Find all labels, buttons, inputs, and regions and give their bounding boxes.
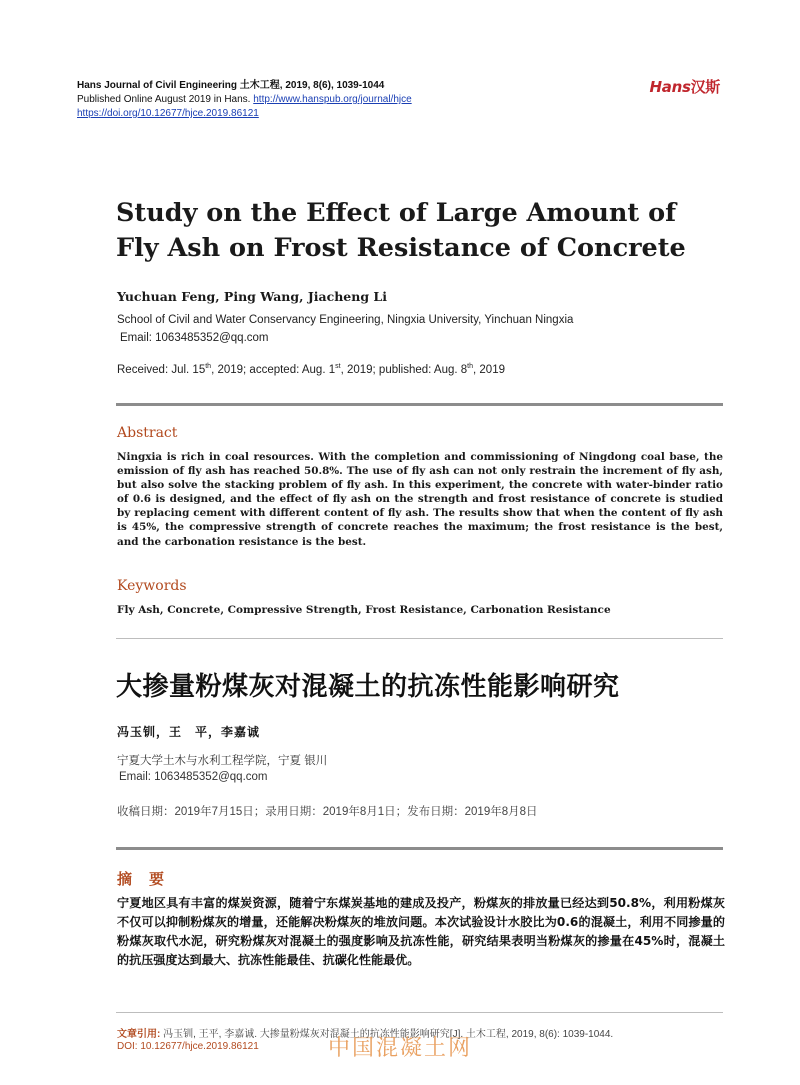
hans-logo — [650, 76, 721, 97]
divider-top — [116, 403, 723, 406]
email-en: Email: 1063485352@qq.com — [120, 332, 269, 344]
keywords-text: Fly Ash, Concrete, Compressive Strength, Frost Resistance, Carbonation Resistance — [117, 604, 611, 616]
logo-latin: Hans — [649, 78, 691, 96]
published-online-line — [77, 93, 412, 106]
citation-doi[interactable]: DOI: 10.12677/hjce.2019.86121 — [117, 1041, 259, 1052]
abstract-cn-text: 宁夏地区具有丰富的煤炭资源，随着宁东煤炭基地的建成及投产，粉煤灰的排放量已经达到50.8%，利用粉煤灰不仅可以抑制粉煤灰的增量，还能解决粉煤灰的堆放问题。本次试验设计水胶比为0.6的混凝土，利用不同掺量的粉煤灰取代水泥，研究粉煤灰对混凝土的强度影响及抗冻性能，研究结果表明当粉煤灰的掺量在45%时，混凝土的抗压强度达到最大、抗冻性能最佳、抗碳化性能最优。 — [117, 896, 725, 967]
journal-url-link[interactable]: http://www.hanspub.org/journal/hjce — [253, 94, 412, 105]
email-cn: Email: 1063485352@qq.com — [119, 771, 268, 783]
keywords-heading: Keywords — [117, 578, 187, 594]
paper-title-en: Study on the Effect of Large Amount of Fly Ash on Frost Resistance of Concrete — [116, 198, 686, 263]
watermark-text: 中国混凝土网 — [327, 1036, 472, 1061]
authors-cn: 冯玉钏，王 平，李嘉诚 — [117, 725, 261, 739]
divider-bottom — [116, 1012, 723, 1013]
abstract-text: Ningxia is rich in coal resources. With the completion and commissioning of Ningdong coal base, the emission of fly ash has reached 50.8%. The use of fly ash can not only restrain the increment of fly ash, but also solve the stacking problem of fly ash. In this experiment, the concrete with water-binder ratio of 0.6 is designed, and the effect of fly ash on the strength and frost resistance of concrete is studied by replacing cement with different content of fly ash. The results show that when the content of fly ash is 45%, the compressive strength of concrete reaches the maximum; the frost resistance is the best, and the carbonation resistance is the best. — [117, 451, 723, 548]
abstract-heading: Abstract — [117, 425, 178, 441]
affiliation-cn: 宁夏大学土木与水利工程学院，宁夏 银川 — [117, 755, 328, 767]
affiliation-en: School of Civil and Water Conservancy Engineering, Ningxia University, Yinchuan Ningxia — [117, 314, 574, 326]
doi-url-line — [77, 107, 259, 120]
logo-cn: 汉斯 — [690, 78, 720, 96]
divider-cn — [116, 847, 723, 850]
published-online-text: Published Online August 2019 in Hans. — [77, 94, 251, 105]
received-dates — [117, 363, 505, 376]
accepted-sup: st — [335, 363, 341, 370]
authors-en: Yuchuan Feng, Ping Wang, Jiacheng Li — [117, 289, 387, 304]
citation-text: 冯玉钏, 王平, 李嘉诚. 大掺量粉煤灰对混凝土的抗冻性能影响研究[J]. 土木工程, 2019, 8(6): 1039-1044. — [163, 1029, 614, 1040]
accepted-date: , 2019; accepted: Aug. 1 — [211, 364, 336, 376]
published-year: , 2019 — [473, 364, 505, 376]
citation-label: 文章引用: — [117, 1029, 161, 1040]
received-sup: th — [205, 363, 212, 370]
dates-cn: 收稿日期：2019年7月15日；录用日期：2019年8月1日；发布日期：2019年8月8日 — [117, 806, 538, 818]
published-sup: th — [467, 363, 474, 370]
journal-header: Hans Journal of Civil Engineering 土木工程, 2019, 8(6), 1039-1044 — [77, 80, 385, 91]
published-date: , 2019; published: Aug. 8 — [340, 364, 468, 376]
doi-url-link[interactable]: https://doi.org/10.12677/hjce.2019.86121 — [77, 108, 259, 119]
paper-title-cn: 大掺量粉煤灰对混凝土的抗冻性能影响研究 — [116, 672, 620, 702]
divider-mid — [116, 638, 723, 639]
received-date: Received: Jul. 15 — [117, 364, 206, 376]
abstract-cn-heading: 摘 要 — [117, 870, 166, 888]
